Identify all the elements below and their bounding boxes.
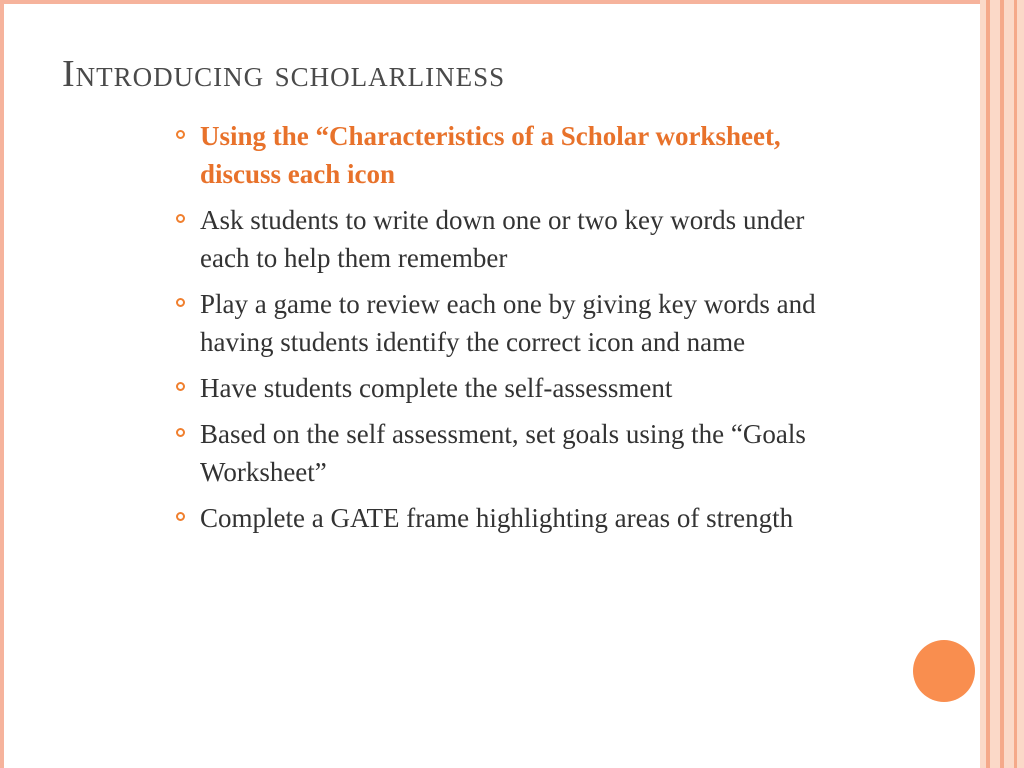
slide-frame-top-border — [0, 0, 980, 4]
hollow-circle-bullet-icon — [176, 298, 185, 307]
right-band-stripe — [1014, 0, 1017, 768]
bullet-text: Ask students to write down one or two key words under each to help them remember — [200, 205, 805, 273]
hollow-circle-bullet-icon — [176, 130, 185, 139]
right-decorative-band — [980, 0, 1024, 768]
hollow-circle-bullet-icon — [176, 214, 185, 223]
hollow-circle-bullet-icon — [176, 512, 185, 521]
bullet-list — [176, 117, 836, 545]
bullet-item — [176, 285, 836, 361]
decorative-circle — [913, 640, 975, 702]
bullet-item — [176, 201, 836, 277]
bullet-text: Complete a GATE frame highlighting areas of strength — [200, 503, 794, 533]
bullet-item — [176, 499, 836, 537]
bullet-item — [176, 117, 836, 193]
bullet-text: Have students complete the self-assessment — [200, 373, 673, 403]
hollow-circle-bullet-icon — [176, 428, 185, 437]
hollow-circle-bullet-icon — [176, 382, 185, 391]
bullet-item — [176, 415, 836, 491]
right-band-stripe — [1000, 0, 1004, 768]
bullet-text-highlighted: Using the “Characteristics of a Scholar worksheet, discuss each icon — [200, 121, 781, 189]
bullet-text: Based on the self assessment, set goals using the “Goals Worksheet” — [200, 419, 806, 487]
bullet-text: Play a game to review each one by giving key words and having students identify the correct icon and name — [200, 289, 816, 357]
slide-frame-left-border — [0, 0, 4, 768]
bullet-item — [176, 369, 836, 407]
right-band-stripe — [986, 0, 990, 768]
slide-title: Introducing scholarliness — [62, 53, 506, 95]
